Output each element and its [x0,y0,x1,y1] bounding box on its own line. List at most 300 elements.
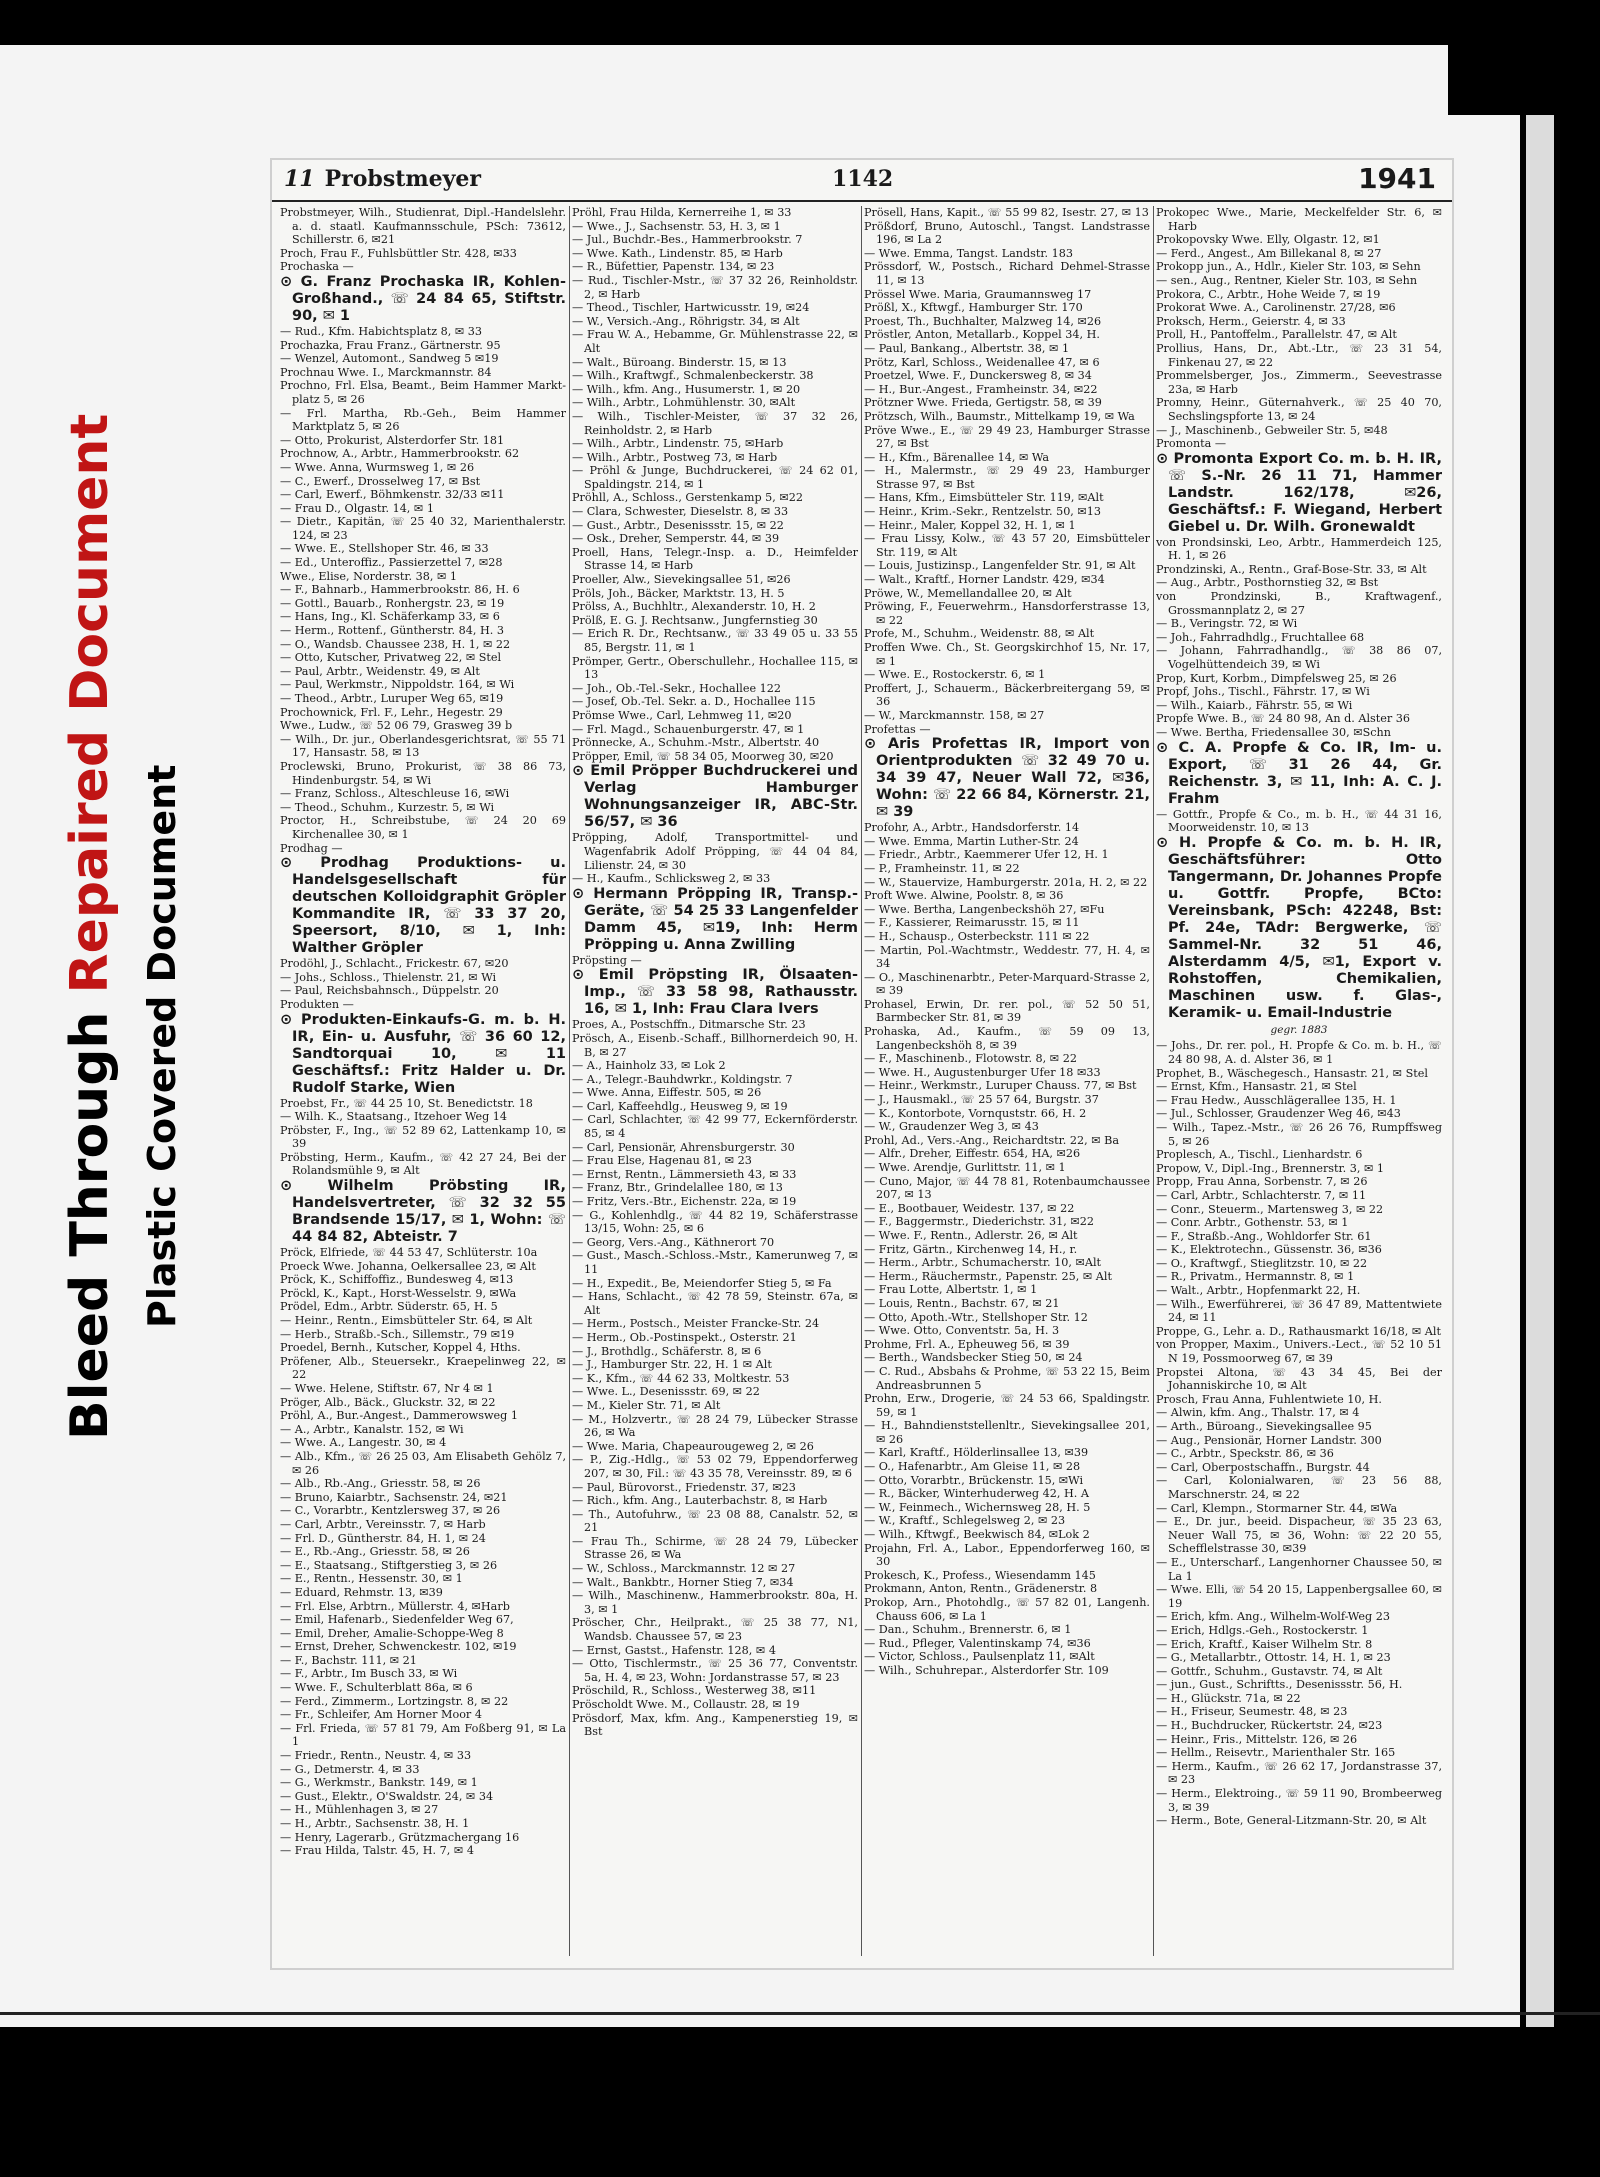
directory-entry: — Joh., Ob.-Tel.-Sekr., Hochallee 122 [572,681,782,695]
directory-entry: — Joh., Fahrradhdlg., Fruchtallee 68 [1156,630,1365,644]
directory-entry: Proell, Hans, Telegr.-Insp. a. D., Heimfelder Strasse 14, ✉ Harb [572,545,858,573]
directory-entry: — Karl, Kraftf., Hölderlinsallee 13, ✉39 [864,1446,1089,1460]
directory-entry: — Josef, Ob.-Tel. Sekr. a. D., Hochallee 115 [572,695,816,709]
directory-entry: — C., Vorarbtr., Kentzlersweg 37, ✉ 26 [280,1504,501,1518]
directory-entry: ⊙ Emil Pröpper Buchdruckerei und Verlag Hamburger Wohnungsanzeiger IR, ABC-Str. 56/57, ✉ 36 [572,763,858,831]
directory-entry: Pröpping, Adolf, Transportmittel- und Wagenfabrik Adolf Pröpping, ☏ 44 04 84, Lilienstr. 24, ✉ 30 [572,831,858,872]
directory-entry: — Gust., Masch.-Schloss.-Mstr., Kamerunweg 7, ✉ 11 [572,1249,858,1276]
directory-entry: — Johs., Schloss., Thielenstr. 21, ✉ Wi [280,970,497,984]
directory-entry: gegr. 1883 [1270,1023,1328,1036]
directory-entry: Prösell, Hans, Kapit., ☏ 55 99 82, Isestr. 27, ✉ 13 [864,206,1149,219]
directory-entry: — H., Bur.-Angest., Framheinstr. 34, ✉22 [864,382,1098,396]
directory-entry: — Erich, Hdlgs.-Geh., Rostockerstr. 1 [1156,1623,1369,1637]
directory-entry: — Frl. Magd., Schauenburgerstr. 47, ✉ 1 [572,722,805,736]
directory-entry: — Gottfr., Propfe & Co., m. b. H., ☏ 44 31 16, Moorweidenstr. 10, ✉ 13 [1156,807,1442,835]
directory-entry: — C., Arbtr., Speckstr. 86, ✉ 36 [1156,1447,1334,1461]
directory-entry: — Heinr., Werkmstr., Luruper Chauss. 77, ✉ Bst [864,1079,1137,1093]
directory-entry: — Frl. Frieda, ☏ 57 81 79, Am Foßberg 91, ✉ La 1 [280,1721,566,1749]
directory-entry: — Rud., Tischler-Mstr., ☏ 37 32 26, Reinholdstr. 2, ✉ Harb [572,273,858,301]
directory-entry: — W., Marckmannstr. 158, ✉ 27 [864,708,1045,722]
directory-entry: — E., Rentn., Hessenstr. 30, ✉ 1 [280,1572,463,1586]
directory-entry: — Wilh., Kaiarb., Fährstr. 55, ✉ Wi [1156,698,1353,712]
directory-entry: — Wwe. Kath., Lindenstr. 85, ✉ Harb [572,246,783,260]
directory-entry: Proes, A., Postschffn., Ditmarsche Str. 23 [572,1018,806,1032]
directory-entry: Propp, Frau Anna, Sorbenstr. 7, ✉ 26 [1156,1175,1368,1189]
directory-entry: — Herm., Arbtr., Schumacherstr. 10, ✉Alt [864,1256,1102,1270]
directory-entry: — A., Arbtr., Kanalstr. 152, ✉ Wi [280,1422,464,1436]
directory-entry: — Carl, Kolonialwaren, ☏ 23 56 88, Marschnerstr. 24, ✉ 22 [1156,1474,1442,1501]
directory-entry: — Frau D., Olgastr. 14, ✉ 1 [280,501,434,515]
directory-entry: — Wilh. K., Staatsang., Itzehoer Weg 14 [280,1110,508,1124]
directory-entry: Prösdorf, Max, kfm. Ang., Kampenerstieg 19, ✉ Bst [572,1711,858,1739]
directory-entry: Prohaska, Ad., Kaufm., ☏ 59 09 13, Langenbeckshöh 8, ✉ 39 [864,1025,1150,1052]
directory-entry: Prophet, B., Wäschegesch., Hansastr. 21, ✉ Stel [1156,1066,1428,1080]
directory-entry: Prößl, X., Kftwgf., Hamburger Str. 170 [864,301,1083,315]
directory-entry: — H., Schausp., Osterbeckstr. 111 ✉ 22 [864,929,1090,943]
directory-entry: — Otto, Prokurist, Alsterdorfer Str. 181 [280,433,505,447]
directory-entry: — Carl, Klempn., Stormarner Str. 44, ✉Wa [1156,1501,1398,1515]
directory-entry: — Frl. Else, Arbtrn., Müllerstr. 4, ✉Harb [280,1599,510,1613]
directory-entry: — Frl. D., Güntherstr. 84, H. 1, ✉ 24 [280,1531,486,1545]
directory-entry: — Aug., Pensionär, Horner Landstr. 300 [1156,1433,1382,1447]
directory-entry: Prokmann, Anton, Rentn., Grädenerstr. 8 [864,1582,1098,1596]
directory-entry: — Heinr., Rentn., Eimsbütteler Str. 64, ✉ Alt [280,1314,533,1328]
column-4 [1156,206,1442,1956]
directory-entry: Prochnau Wwe. I., Marckmannstr. 84 [280,365,492,379]
directory-entry: — Dan., Schuhm., Brennerstr. 6, ✉ 1 [864,1623,1072,1637]
directory-entry: — Walt., Bankbtr., Horner Stieg 7, ✉34 [572,1575,794,1589]
directory-entry: — Wwe. Arendje, Gurlittstr. 11, ✉ 1 [864,1161,1066,1174]
directory-entry: — Wilh., Arbtr., Lohmühlenstr. 30, ✉Alt [572,396,796,410]
directory-entry: — Paul, Bankang., Albertstr. 38, ✉ 1 [864,341,1070,355]
directory-entry: Pröpper, Emil, ☏ 58 34 05, Moorweg 30, ✉20 [572,749,834,763]
directory-entry: — Walt., Büroang. Binderstr. 15, ✉ 13 [572,355,787,369]
directory-entry: — Ferd., Zimmerm., Lortzingstr. 8, ✉ 22 [280,1694,509,1708]
directory-entry: — Ernst, Rentn., Lämmersieth 43, ✉ 33 [572,1167,797,1181]
directory-entry: ⊙ Hermann Pröpping IR, Transp.-Geräte, ☏ 54 25 33 Langenfelder Damm 45, ✉19, Inh: Herm Pröpping u. Anna Zwilling [572,885,858,953]
directory-entry: Pröstler, Anton, Metallarb., Koppel 34, H. [864,328,1100,342]
directory-entry: Proffen Wwe. Ch., St. Georgskirchhof 15, Nr. 17, ✉ 1 [864,641,1150,668]
directory-entry: — G., Werkmstr., Bankstr. 149, ✉ 1 [280,1776,478,1790]
directory-entry: Prömper, Gertr., Oberschullehr., Hochallee 115, ✉ 13 [572,654,858,682]
directory-entry: — Georg, Vers.-Ang., Käthnerort 70 [572,1235,775,1249]
directory-entry: — Dietr., Kapitän, ☏ 25 40 32, Marienthalerstr. 124, ✉ 23 [280,515,566,542]
directory-entry: — Wilh., Arbtr., Postweg 73, ✉ Harb [572,450,778,464]
directory-entry: — Herb., Straßb.-Sch., Sillemstr., 79 ✉19 [280,1327,515,1341]
side-label-prefix: Bleed Through [60,1011,120,1440]
directory-entry: Pröbster, F., Ing., ☏ 52 89 62, Lattenkamp 10, ✉ 39 [280,1123,566,1151]
directory-entry: — Frau Lissy, Kolw., ☏ 43 57 20, Eimsbütteler Str. 119, ✉ Alt [864,532,1150,559]
directory-entry: Pröve Wwe., E., ☏ 29 49 23, Hamburger Strasse 27, ✉ Bst [864,423,1150,451]
directory-entry: ⊙ C. A. Propfe & Co. IR, Im- u. Export, ☏ 31 26 44, Gr. Reichenstr. 3, ✉ 11, Inh: A. C. J. Frahm [1156,739,1442,807]
directory-entry: — E., Staatsang., Stiftgerstieg 3, ✉ 26 [280,1558,498,1572]
directory-entry: — C. Rud., Absbahs & Prohme, ☏ 53 22 15, Beim Andreasbrunnen 5 [864,1364,1150,1392]
directory-entry: — O., Hafenarbtr., Am Gleise 11, ✉ 28 [864,1460,1081,1474]
directory-entry: Prohl, Ad., Vers.-Ang., Reichardtstr. 22, ✉ Ba [864,1133,1120,1147]
directory-entry: Pröwe, W., Memellandallee 20, ✉ Alt [864,586,1072,600]
directory-entry: Propow, V., Dipl.-Ing., Brennerstr. 3, ✉ 1 [1156,1161,1385,1175]
directory-entry: — Wilh., Dr. jur., Oberlandesgerichtsrat, ☏ 55 71 17, Hansastr. 58, ✉ 13 [280,732,566,760]
directory-entry: — Hans, Kfm., Eimsbütteler Str. 119, ✉Alt [864,491,1104,505]
directory-entry: — W., Versich.-Ang., Röhrigstr. 34, ✉ Alt [572,314,800,328]
directory-entry: — Wwe. Elli, ☏ 54 20 15, Lappenbergsallee 60, ✉ 19 [1156,1583,1442,1610]
directory-entry: — Herm., Räuchermstr., Papenstr. 25, ✉ Alt [864,1269,1112,1283]
directory-entry: — Erich, Kraftf., Kaiser Wilhelm Str. 8 [1156,1637,1373,1651]
directory-entry: — Hans, Ing., Kl. Schäferkamp 33, ✉ 6 [280,610,500,624]
directory-entry: — Ed., Unteroffiz., Passierzettel 7, ✉28 [280,556,503,570]
directory-entry: — Carl, Arbtr., Vereinsstr. 7, ✉ Harb [280,1517,486,1531]
directory-entry: — F., Bahnarb., Hammerbrookstr. 86, H. 6 [280,583,520,597]
directory-entry: — Wwe. L., Desenissstr. 69, ✉ 22 [572,1385,760,1399]
directory-entry: Wwe., Elise, Norderstr. 38, ✉ 1 [280,569,458,583]
directory-entry: — H., Mühlenhagen 3, ✉ 27 [280,1803,439,1817]
directory-entry: Pröschild, R., Schloss., Westerweg 38, ✉11 [572,1684,817,1698]
directory-entry: — Fr., Schleifer, Am Horner Moor 4 [280,1708,482,1722]
directory-entry: — Franz, Btr., Grindelallee 180, ✉ 13 [572,1181,783,1195]
directory-entry: — Wwe. Anna, Wurmsweg 1, ✉ 26 [280,460,475,474]
directory-entry: — P., Zig.-Hdlg., ☏ 53 02 79, Eppendorferweg 207, ✉ 30, Fil.: ☏ 43 35 78, Vereinsstr. 89, ✉ 6 [572,1453,858,1480]
directory-entry: Promonta — [1156,437,1227,451]
directory-entry: Prokesch, K., Profess., Wiesendamm 145 [864,1568,1096,1582]
directory-entry: Proplesch, A., Tischl., Lienhardstr. 6 [1156,1148,1363,1162]
directory-entry: Prohasel, Erwin, Dr. rer. pol., ☏ 52 50 51, Barmbecker Str. 81, ✉ 39 [864,997,1150,1025]
directory-entry: — Paul, Reichsbahnsch., Düppelstr. 20 [280,984,499,998]
directory-entry: Prösch, A., Eisenb.-Schaff., Billhornerdeich 90, H. B, ✉ 27 [572,1031,858,1059]
directory-entry: Prodöhl, J., Schlacht., Frickestr. 67, ✉20 [280,957,509,971]
directory-entry: — Gottfr., Schuhm., Gustavstr. 74, ✉ Alt [1156,1664,1383,1678]
directory-entry: Prössdorf, W., Postsch., Richard Dehmel-Strasse 11, ✉ 13 [864,260,1150,287]
year-label: 1941 [1358,162,1436,195]
directory-entry: von Prondsinski, Leo, Arbtr., Hammerdeich 125, H. 1, ✉ 26 [1156,535,1442,563]
directory-entry: ⊙ H. Propfe & Co. m. b. H. IR, Geschäftsführer: Otto Tangermann, Dr. Johannes Propfe u. Gottfr. Propfe, BCto: Vereinsbank, PSch: 42248, Bst: Pf. 24e, TAdr: Bergwerke, ☏ Sammel-Nr. 32 51 46, Alsterdamm 4/5, ✉1, Export v. Rohstoffen, Chemikalien, Maschinen usw. f. Glas-, Keramik- u. Email-Industrie [1156,834,1442,1021]
directory-entry: — Martin, Pol.-Wachtmstr., Weddestr. 77, H. 4, ✉ 34 [864,943,1150,971]
directory-entry: Profe, M., Schuhm., Weidenstr. 88, ✉ Alt [864,627,1095,641]
directory-entry: Prop, Kurt, Korbm., Dimpfelsweg 25, ✉ 26 [1156,671,1397,685]
column-rule [1153,206,1154,1956]
directory-entry: — Herm., Ob.-Postinspekt., Osterstr. 21 [572,1330,797,1344]
directory-entry: — Wilh., Kftwgf., Beekwisch 84, ✉Lok 2 [864,1528,1090,1542]
directory-entry: — Gust., Arbtr., Desenissstr. 15, ✉ 22 [572,518,784,532]
directory-entry: Prollius, Hans, Dr., Abt.-Ltr., ☏ 23 31 54, Finkenau 27, ✉ 22 [1156,341,1442,369]
directory-entry: Pröckl, K., Kapt., Horst-Wesselstr. 9, ✉Wa [280,1286,517,1300]
directory-entry: — Heinr., Maler, Koppel 32, H. 1, ✉ 1 [864,518,1076,532]
directory-entry: Pröls, Joh., Bäcker, Marktstr. 13, H. 5 [572,586,785,600]
directory-entry: Proeller, Alw., Sievekingsallee 51, ✉26 [572,573,791,587]
directory-entry: — Ernst, Dreher, Schwenckestr. 102, ✉19 [280,1640,517,1654]
directory-entry: ⊙ Promonta Export Co. m. b. H. IR, ☏ S.-Nr. 26 11 71, Hammer Landstr. 162/178, ✉26, Geschäftsf.: F. Wiegand, Herbert Giebel u. Dr. Wilh. Gronewaldt [1156,450,1442,535]
directory-entry: von Propper, Maxim., Univers.-Lect., ☏ 52 10 51 N 19, Possmoorweg 67, ✉ 39 [1156,1338,1442,1366]
directory-entry: — M., Kieler Str. 71, ✉ Alt [572,1398,721,1412]
column-rule [569,206,570,1956]
directory-entry: — Heinr., Krim.-Sekr., Rentzelstr. 50, ✉13 [864,505,1102,519]
directory-entry: — B., Veringstr. 72, ✉ Wi [1156,617,1298,631]
column-3 [864,206,1150,1956]
directory-entry: Proffert, J., Schauerm., Bäckerbreitergang 59, ✉ 36 [864,681,1150,709]
directory-entry: — Victor, Schloss., Paulsenplatz 11, ✉Alt [864,1650,1095,1664]
directory-entry: — Wilh., Maschinenw., Hammerbrookstr. 80a, H. 3, ✉ 1 [572,1589,858,1616]
directory-entry: Prodhag — [280,841,343,855]
directory-entry: — Ernst, Kfm., Hansastr. 21, ✉ Stel [1156,1080,1357,1094]
directory-entry: Prönnecke, A., Schuhm.-Mstr., Albertstr. 40 [572,736,820,750]
directory-columns [280,206,1444,1956]
top-black-border [0,0,1600,45]
directory-entry: — Herm., Kaufm., ☏ 26 62 17, Jordanstrasse 37, ✉ 23 [1156,1759,1442,1787]
directory-entry: — C., Ewerf., Drosselweg 17, ✉ Bst [280,474,481,488]
directory-entry: Prödel, Edm., Arbtr. Süderstr. 65, H. 5 [280,1300,498,1314]
directory-entry: — Arth., Büroang., Sievekingsallee 95 [1156,1420,1372,1433]
directory-entry: — W., Kraftf., Schlegelsweg 2, ✉ 23 [864,1514,1066,1528]
directory-entry: — Johs., Dr. rer. pol., H. Propfe & Co. m. b. H., ☏ 24 80 98, A. d. Alster 36, ✉ 1 [1156,1039,1442,1066]
directory-entry: — G., Detmerstr. 4, ✉ 33 [280,1762,420,1776]
directory-entry: Pröbsting, Herm., Kaufm., ☏ 42 27 24, Bei der Rolandsmühle 9, ✉ Alt [280,1150,566,1178]
directory-entry: — Theod., Schuhm., Kurzestr. 5, ✉ Wi [280,800,495,814]
directory-entry: Prößdorf, Bruno, Autoschl., Tangst. Landstrasse 196, ✉ La 2 [864,219,1150,247]
directory-entry: Wwe., Ludw., ☏ 52 06 79, Grasweg 39 b [280,719,513,733]
directory-entry: — Paul, Werkmstr., Nippoldstr. 164, ✉ Wi [280,678,515,692]
directory-entry: Proll, H., Pantoffelm., Parallelstr. 47, ✉ Alt [1156,328,1397,342]
directory-entry: ⊙ G. Franz Prochaska IR, Kohlen-Großhand., ☏ 24 84 65, Stiftstr. 90, ✉ 1 [280,273,566,324]
directory-entry: — A., Hainholz 33, ✉ Lok 2 [572,1059,726,1073]
directory-entry: — Alwin, kfm. Ang., Thalstr. 17, ✉ 4 [1156,1406,1360,1420]
directory-entry: — Henry, Lagerarb., Grützmachergang 16 [280,1830,520,1844]
directory-entry: — Wwe. H., Augustenburger Ufer 18 ✉33 [864,1065,1101,1079]
directory-entry: — Wwe. A., Langestr. 30, ✉ 4 [280,1436,447,1450]
directory-entry: Prössel Wwe. Maria, Graumannsweg 17 [864,287,1092,301]
directory-entry: Prokopp jun., A., Hdlr., Kieler Str. 103, ✉ Sehn [1156,260,1421,274]
directory-entry: Prokop, Arn., Photohdlg., ☏ 57 82 01, Langenh. Chauss 606, ✉ La 1 [864,1596,1150,1623]
directory-entry: — Alb., Rb.-Ang., Griesstr. 58, ✉ 26 [280,1477,481,1491]
directory-entry: Pröscholdt Wwe. M., Collaustr. 28, ✉ 19 [572,1698,800,1711]
directory-entry: ⊙ Emil Pröpsting IR, Ölsaaten-Imp., ☏ 33 58 98, Rathausstr. 16, ✉ 1, Inh: Frau Clara Ivers [572,967,858,1018]
directory-entry: — Wwe. Otto, Conventstr. 5a, H. 3 [864,1324,1060,1338]
directory-entry: Proch, Frau F., Fuhlsbüttler Str. 428, ✉33 [280,246,517,260]
directory-entry: — Frau Lotte, Albertstr. 1, ✉ 1 [864,1283,1038,1297]
directory-entry: — Walt., Arbtr., Hopfenmarkt 22, H. [1156,1284,1361,1298]
directory-entry: Prokopec Wwe., Marie, Meckelfelder Str. 6, ✉ Harb [1156,206,1442,233]
directory-entry: Promny, Heinr., Güternahverk., ☏ 25 40 70, Sechslingspforte 13, ✉ 24 [1156,396,1442,423]
directory-entry: Pröhl, A., Bur.-Angest., Dammerowsweg 1 [280,1409,519,1423]
directory-entry: — Erich, kfm. Ang., Wilhelm-Wolf-Weg 23 [1156,1610,1390,1624]
directory-entry: Prokora, C., Arbtr., Hohe Weide 7, ✉ 19 [1156,287,1381,301]
directory-entry: Propstei Altona, ☏ 43 34 45, Bei der Johanniskirche 10, ✉ Alt [1156,1365,1442,1393]
directory-entry: Projahn, Frl. A., Labor., Eppendorferweg 160, ✉ 30 [864,1541,1150,1569]
directory-entry: — Frau Hilda, Talstr. 45, H. 7, ✉ 4 [280,1844,474,1858]
directory-entry: — Emil, Dreher, Amalie-Schoppe-Weg 8 [280,1626,504,1640]
directory-entry: — Conr. Arbtr., Gothenstr. 53, ✉ 1 [1156,1216,1349,1230]
directory-entry: — G., Metallarbtr., Ottostr. 14, H. 1, ✉ 23 [1156,1651,1391,1665]
directory-entry: — Otto, Vorarbtr., Brückenstr. 15, ✉Wi [864,1473,1084,1487]
directory-entry: — A., Telegr.-Bauhdwrkr., Koldingstr. 7 [572,1072,793,1086]
directory-entry: — H., Friseur, Seumestr. 48, ✉ 23 [1156,1705,1348,1719]
directory-entry: Profettas — [864,722,931,736]
directory-entry: — Wilh., kfm. Ang., Husumerstr. 1, ✉ 20 [572,382,801,396]
directory-entry: — Wwe. Emma, Martin Luther-Str. 24 [864,834,1079,848]
directory-entry: Pröhll, A., Schloss., Gerstenkamp 5, ✉22 [572,491,804,505]
directory-entry: — O., Wandsb. Chaussee 238, H. 1, ✉ 22 [280,637,511,651]
directory-entry: — Wilh., Arbtr., Lindenstr. 75, ✉Harb [572,437,784,451]
directory-entry: — H., Glückstr. 71a, ✉ 22 [1156,1691,1301,1705]
directory-entry: — O., Kraftwgf., Stieglitzstr. 10, ✉ 22 [1156,1256,1368,1270]
directory-entry: — Gust., Elektr., O'Swaldstr. 24, ✉ 34 [280,1789,494,1803]
directory-entry: — Louis, Justizinsp., Langenfelder Str. 91, ✉ Alt [864,559,1136,573]
directory-entry: — Carl, Kaffeehdlg., Heusweg 9, ✉ 19 [572,1099,788,1113]
directory-entry: Prosch, Frau Anna, Fuhlentwiete 10, H. [1156,1392,1382,1406]
directory-entry: — W., Schloss., Marckmannstr. 12 ✉ 27 [572,1562,796,1576]
directory-entry: — Theod., Tischler, Hartwicusstr. 19, ✉24 [572,301,810,315]
directory-entry: — Wenzel, Automont., Sandweg 5 ✉19 [280,352,499,366]
directory-entry: — H., Kaufm., Schlicksweg 2, ✉ 33 [572,872,771,886]
running-head-number: 11 [284,166,315,192]
directory-entry: Proeck Wwe. Johanna, Oelkersallee 23, ✉ Alt [280,1259,536,1273]
directory-entry: Prötzsch, Wilh., Baumstr., Mittelkamp 19, ✉ Wa [864,409,1135,423]
directory-entry: — M., Holzvertr., ☏ 28 24 79, Lübecker Strasse 26, ✉ Wa [572,1412,858,1440]
page-number: 1142 [832,166,894,192]
directory-entry: — Carl, Schlachter, ☏ 42 99 77, Eckernförderstr. 85, ✉ 4 [572,1113,858,1141]
directory-entry: — Alfr., Dreher, Eiffestr. 654, HA, ✉26 [864,1147,1081,1161]
directory-entry: — Ernst, Gastst., Hafenstr. 128, ✉ 4 [572,1643,776,1657]
directory-entry: — Bruno, Kaiarbtr., Sachsenstr. 24, ✉21 [280,1490,508,1504]
directory-entry: — Carl, Ewerf., Böhmkenstr. 32/33 ✉11 [280,488,505,502]
directory-entry: Pröhl, Frau Hilda, Kernerreihe 1, ✉ 33 [572,206,792,219]
directory-entry: ⊙ Aris Profettas IR, Import von Orientprodukten ☏ 32 49 70 u. 34 39 47, Neuer Wall 72, ✉36, Wohn: ☏ 22 66 84, Körnerstr. 21, ✉ 39 [864,736,1150,821]
directory-entry: Proksch, Herm., Geierstr. 4, ✉ 33 [1156,314,1346,328]
directory-entry: — Th., Autofuhrw., ☏ 23 08 88, Canalstr. 52, ✉ 21 [572,1507,858,1535]
directory-entry: — E., Rb.-Ang., Griesstr. 58, ✉ 26 [280,1545,470,1559]
column-2 [572,206,858,1956]
directory-entry: Profohr, A., Arbtr., Handsdorferstr. 14 [864,821,1080,835]
directory-entry: Propfe Wwe. B., ☏ 24 80 98, An d. Alster 36 [1156,712,1411,726]
directory-entry: Prochazka, Frau Franz., Gärtnerstr. 95 [280,338,501,352]
directory-entry: — F., Bachstr. 111, ✉ 21 [280,1653,417,1667]
directory-entry: — F., Kassierer, Reimarusstr. 15, ✉ 11 [864,916,1080,930]
directory-entry: — Herm., Rottenf., Güntherstr. 84, H. 3 [280,624,504,638]
directory-entry: — W., Feinmech., Wichernsweg 28, H. 5 [864,1500,1091,1514]
directory-entry: — Pröhl & Junge, Buchdruckerei, ☏ 24 62 01, Spaldingstr. 214, ✉ 1 [572,464,858,491]
directory-entry: — Rich., kfm. Ang., Lauterbachstr. 8, ✉ Harb [572,1494,828,1508]
directory-entry: — Jul., Schlosser, Graudenzer Weg 46, ✉43 [1156,1107,1401,1121]
directory-entry: ⊙ Produkten-Einkaufs-G. m. b. H. IR, Ein- u. Ausfuhr, ☏ 36 60 12, Sandtorquai 10, ✉ 11 Geschäftsf.: Fritz Halder u. Dr. Rudolf Starke, Wien [280,1011,566,1096]
directory-entry: — Cuno, Major, ☏ 44 78 81, Rotenbaumchaussee 207, ✉ 13 [864,1174,1150,1202]
directory-entry: — Wwe. F., Schulterblatt 86a, ✉ 6 [280,1681,473,1695]
directory-entry: — Berth., Wandsbecker Stieg 50, ✉ 24 [864,1351,1083,1365]
directory-entry: — O., Maschinenarbtr., Peter-Marquard-Strasse 2, ✉ 39 [864,970,1150,998]
directory-entry: Prochno, Frl. Elsa, Beamt., Beim Hammer Markt-platz 5, ✉ 26 [280,379,566,406]
directory-entry: Prötz, Karl, Schloss., Weidenallee 47, ✉ 6 [864,355,1100,369]
running-head-title: Probstmeyer [324,166,482,192]
directory-entry: — Franz, Schloss., Alteschleuse 16, ✉Wi [280,787,510,801]
directory-entry: — Louis, Rentn., Bachstr. 67, ✉ 21 [864,1296,1060,1310]
directory-entry: — Wwe. Anna, Eiffestr. 505, ✉ 26 [572,1086,762,1100]
directory-entry: — Herm., Postsch., Meister Francke-Str. 24 [572,1317,820,1331]
directory-entry: — Carl, Arbtr., Schlachterstr. 7, ✉ 11 [1156,1188,1367,1202]
directory-entry: — Paul, Arbtr., Weidenstr. 49, ✉ Alt [280,664,480,678]
top-right-black-block [1448,45,1600,115]
directory-entry: — Wwe. Emma, Tangst. Landstr. 183 [864,246,1073,260]
directory-entry: — Frau W. A., Hebamme, Gr. Mühlenstrasse 22, ✉ Alt [572,328,858,355]
directory-entry: — Wwe. F., Rentn., Adlerstr. 26, ✉ Alt [864,1228,1078,1242]
side-label-accent: Repaired Document [60,413,120,994]
directory-entry: Proft Wwe. Alwine, Poolstr. 8, ✉ 36 [864,889,1064,903]
bottom-rule [0,2012,1600,2015]
directory-entry: — Hellm., Reisevtr., Marienthaler Str. 165 [1156,1746,1396,1760]
directory-entry: von Prondzinski, B., Kraftwagenf., Grossmannplatz 2, ✉ 27 [1156,590,1442,617]
directory-entry: Prokorat Wwe. A., Carolinenstr. 27/28, ✉6 [1156,301,1396,315]
directory-entry: Pröck, K., Schiffoffiz., Bundesweg 4, ✉13 [280,1273,514,1287]
directory-entry: Prohme, Frl. A., Epheuweg 56, ✉ 39 [864,1337,1070,1351]
directory-entry: — E., Unterscharf., Langenhorner Chaussee 50, ✉ La 1 [1156,1555,1442,1583]
directory-entry: — Otto, Kutscher, Privatweg 22, ✉ Stel [280,651,502,665]
directory-entry: — Carl, Pensionär, Ahrensburgerstr. 30 [572,1140,795,1154]
directory-entry: — Wwe. E., Stellshoper Str. 46, ✉ 33 [280,542,489,556]
directory-entry: — Rud., Kfm. Habichtsplatz 8, ✉ 33 [280,324,483,338]
directory-entry: Prochownick, Frl. F., Lehr., Hegestr. 29 [280,705,503,719]
directory-entry: — Wwe. Bertha, Friedensallee 30, ✉Schn [1156,726,1391,739]
directory-entry: — E., Dr. jur., beeid. Dispacheur, ☏ 35 23 63, Neuer Wall 75, ✉ 36, Wohn: ☏ 22 20 55, Schefflelstrasse 30, ✉39 [1156,1515,1442,1556]
directory-entry: Prohn, Erw., Drogerie, ☏ 24 53 66, Spaldingstr. 59, ✉ 1 [864,1392,1150,1419]
directory-entry: — Frl. Martha, Rb.-Geh., Beim Hammer Marktplatz 5, ✉ 26 [280,406,566,434]
directory-entry: Probstmeyer, Wilh., Studienrat, Dipl.-Handelslehr. a. d. staatl. Kaufmannsschule, PSch: 73612, Schillerstr. 6, ✉21 [280,206,566,247]
directory-entry: ⊙ Prodhag Produktions- u. Handelsgesellschaft für deutschen Kolloidgraphit Gröpler Kommandite IR, ☏ 33 37 20, Speersort, 8/10, ✉ 1, Inh: Walther Gröpler [280,855,566,957]
directory-entry: Proclewski, Bruno, Prokurist, ☏ 38 86 73, Hindenburgstr. 54, ✉ Wi [280,759,566,787]
directory-entry: Pröwing, F., Feuerwehrm., Hansdorferstrasse 13, ✉ 22 [864,600,1150,627]
directory-entry: — Walt., Kraftf., Horner Landstr. 429, ✉34 [864,573,1105,587]
directory-entry: — Erich R. Dr., Rechtsanw., ☏ 33 49 05 u. 33 55 85, Bergstr. 11, ✉ 1 [572,627,858,654]
directory-entry: Proppe, G., Lehr. a. D., Rathausmarkt 16/18, ✉ Alt [1156,1324,1441,1338]
page-header [272,160,1452,202]
directory-entry: — Ferd., Angest., Am Billekanal 8, ✉ 27 [1156,246,1382,260]
side-label-secondary: Plastic Covered Document [140,764,184,1328]
directory-entry: Proetzel, Wwe. F., Dunckersweg 8, ✉ 34 [864,369,1092,383]
directory-entry: — H., Malermstr., ☏ 29 49 23, Hamburger Strasse 97, ✉ Bst [864,464,1150,491]
directory-entry: Proedel, Bernh., Kutscher, Koppel 4, Hths. [280,1341,521,1355]
directory-entry: — Frau Hedw., Ausschlägerallee 135, H. 1 [1156,1093,1397,1107]
directory-entry: — Eduard, Rehmstr. 13, ✉39 [280,1585,443,1599]
directory-entry: Propf, Johs., Tischl., Fährstr. 17, ✉ Wi [1156,685,1370,699]
directory-entry: — Wwe., J., Sachsenstr. 53, H. 3, ✉ 1 [572,219,781,233]
directory-entry: Produkten — [280,997,354,1011]
directory-entry: — Wilh., Kraftwgf., Schmalenbeckerstr. 38 [572,369,814,383]
directory-entry: — Herm., Bote, General-Litzmann-Str. 20, ✉ Alt [1156,1814,1427,1828]
directory-entry: Prölß, E. G. J. Rechtsanw., Jungfernstieg 30 [572,613,818,627]
directory-entry: — H., Buchdrucker, Rückertstr. 24, ✉23 [1156,1719,1383,1733]
directory-entry: — K., Elektrotechn., Güssenstr. 36, ✉36 [1156,1243,1382,1257]
directory-entry: Pröfener, Alb., Steuersekr., Kraepelinweg 22, ✉ 22 [280,1354,566,1382]
directory-entry: — R., Bäcker, Winterhuderweg 42, H. A [864,1487,1089,1501]
directory-entry: — Frau Else, Hagenau 81, ✉ 23 [572,1154,752,1168]
directory-entry: — Osk., Dreher, Semperstr. 44, ✉ 39 [572,532,780,546]
directory-entry: — J., Hamburger Str. 22, H. 1 ✉ Alt [572,1358,772,1372]
directory-entry: — Otto, Tischlermstr., ☏ 25 36 77, Conventstr. 5a, H. 4, ✉ 23, Wohn: Jordanstrasse 57, ✉ 23 [572,1657,858,1684]
directory-entry: — E., Bootbauer, Weidestr. 137, ✉ 22 [864,1201,1075,1215]
directory-entry: — J., Maschinenb., Gebweiler Str. 5, ✉48 [1156,423,1388,437]
directory-entry: — Fritz, Gärtn., Kirchenweg 14, H., r. [864,1242,1078,1256]
directory-entry: Prömse Wwe., Carl, Lehmweg 11, ✉20 [572,708,792,722]
column-1 [280,206,566,1956]
directory-entry: — R., Büfettier, Papenstr. 134, ✉ 23 [572,260,775,274]
directory-entry: — Theod., Arbtr., Luruper Weg 65, ✉19 [280,692,504,705]
directory-entry: Prötzner Wwe. Frieda, Gertigstr. 58, ✉ 39 [864,396,1102,410]
directory-entry: — Wwe. Helene, Stiftstr. 67, Nr 4 ✉ 1 [280,1382,494,1395]
directory-entry: — K., Kfm., ☏ 44 62 33, Moltkestr. 53 [572,1371,790,1385]
directory-entry: Proebst, Fr., ☏ 44 25 10, St. Benedictstr. 18 [280,1096,533,1110]
directory-entry: Pröck, Elfriede, ☏ 44 53 47, Schlüterstr. 10a [280,1246,538,1260]
directory-entry: — Wwe. E., Rostockerstr. 6, ✉ 1 [864,668,1046,682]
directory-entry: — Paul, Bürovorst., Friedenstr. 37, ✉23 [572,1480,796,1494]
right-gray-strip [1526,115,1554,2027]
directory-entry: — K., Kontorbote, Vornquststr. 66, H. 2 [864,1106,1087,1120]
directory-entry: — J., Brothdlg., Schäferstr. 8, ✉ 6 [572,1344,762,1358]
directory-entry: — H., Bahndienststellenltr., Sievekingsallee 201, ✉ 26 [864,1419,1150,1446]
